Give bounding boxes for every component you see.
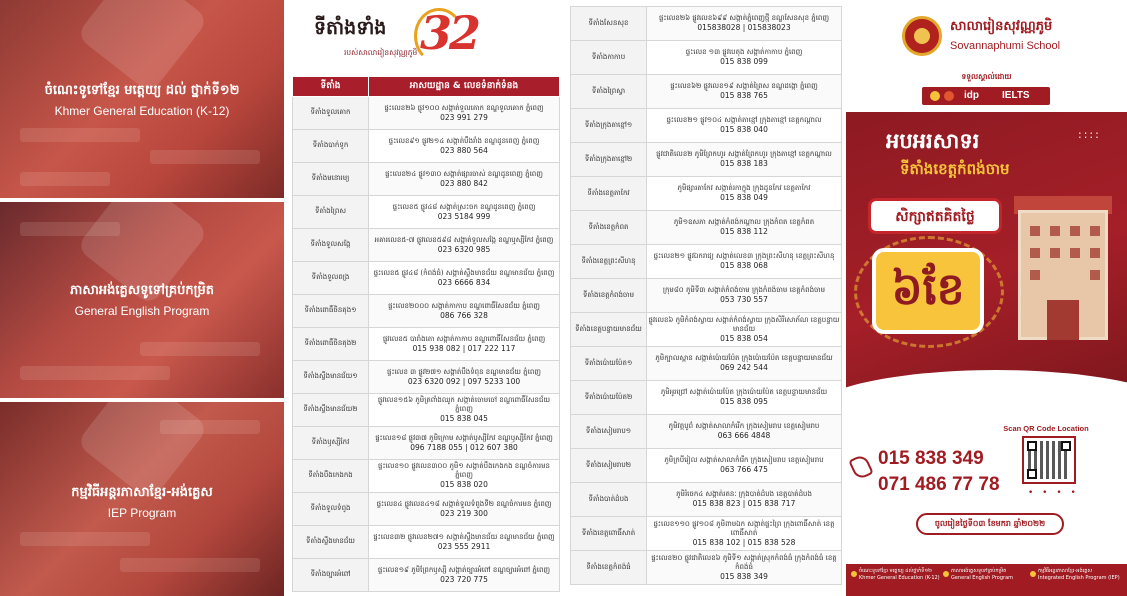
campus-address [369,130,560,163]
campus-address [369,262,560,295]
campus-address [369,427,560,460]
school-name-kh: សាលារៀនសុវណ្ណភូមិ [950,19,1053,34]
phone-text[interactable]: 063 766 475 [720,465,768,475]
campus-name: ទីតាំងខេត្តកំពង់ធំ [571,551,647,585]
location-row [571,517,842,551]
address-text: ភូមិ១ឧសភា សង្កាត់កំពង់កណ្ដាល ក្រុងកំពត ខេត្តកំពត [673,218,815,227]
location-row [293,526,560,559]
campus-name: ទីតាំងទួលសង្កែ [293,229,369,262]
phone-text[interactable]: 015838028 | 015838023 [697,23,791,33]
locations-header [284,0,566,74]
program-footer-bar [846,564,1127,596]
phone-text[interactable]: 015 938 082 | 017 222 117 [412,343,516,353]
campus-name: ទីតាំងខេត្តព្រះសីហនុ [571,245,647,279]
campus-address [369,328,560,361]
phone-text[interactable]: 023 880 842 [440,178,488,188]
campus-name: ទីតាំងខេត្តកំពត [571,211,647,245]
address-text: ផ្ទះលេខ៥ ផ្លូវ៤៨ (កំពង់ធំ) សង្កាត់ស្ទឹងមានជ័យ ខណ្ឌមានជ័យ ភ្នំពេញ [373,268,555,277]
campus-address [369,229,560,262]
locations-count: 32 [420,6,479,60]
school-logo-icon [902,16,942,56]
campus-address [647,551,842,585]
phone-text[interactable]: 096 7188 055 | 012 607 380 [410,442,518,452]
campus-name: ទីតាំងទួលទំពូង [293,493,369,526]
location-row [571,449,842,483]
phone-text[interactable]: 015 838 823 | 015 838 717 [692,499,796,509]
address-text: ផ្ទះលេខ២៤ ផ្លូវ១៣០ សង្កាត់ផ្សារចាស់ ខណ្ឌដូនពេញ ភ្នំពេញ [385,169,543,178]
phone-text[interactable]: 063 666 4848 [717,431,771,441]
emblem-icon [930,91,940,101]
partner-badges [922,87,1050,105]
program-block-iep [0,402,284,596]
qr-code[interactable] [1022,436,1076,484]
location-row [571,177,842,211]
address-text: ផ្ទះលេខ១០ ផ្លូវលេខ៣០០ ភូមិ១ សង្កាត់បឹងកេងកង ខណ្ឌចំការមន ភ្នំពេញ [378,462,550,480]
campus-name: ទីតាំងទួលគោក [293,97,369,130]
phone-text[interactable]: 015 838 020 [440,480,488,490]
campus-name: ទីតាំងព្រៃស [293,196,369,229]
footer-program-k12: ចំណេះទូទៅខ្មែរ មត្តេយ្យ ដល់ថ្នាក់ទី១២ Khmer General Education (K-12) [859,568,940,581]
campus-name: ទីតាំងខេត្តពោធិ៍សាត់ [571,517,647,551]
location-row [571,7,842,41]
campus-address [369,196,560,229]
footer-program-english: ភាសាអង់គ្លេសទូទៅគ្រប់កម្រិត General English Program [951,568,1014,581]
phone-text[interactable]: 015 838 049 [720,193,768,203]
location-row [571,245,842,279]
campus-name: ទីតាំងព្រៃស្វា [571,75,647,109]
campus-address [369,526,560,559]
idp-badge: idp [964,90,979,101]
phone-text[interactable]: 015 838 349 [720,571,768,581]
phone-text[interactable]: 023 6320 985 [437,244,491,254]
campus-name: ទីតាំងសៀមរាប២ [571,449,647,483]
campus-address [369,559,560,592]
address-text: ផ្ទះលេខ២៦ ផ្លូវ១០០ សង្កាត់ទួលគោក ខណ្ឌទួលគោក ភ្នំពេញ [384,103,544,112]
scan-qr-label: Scan QR Code Location [1003,424,1089,433]
cover-panel [846,0,1127,596]
address-text: ផ្ទះលេខ២១ ផ្លូវឯករាជ្យ សង្កាត់លេខ៣ ក្រុងព្រះសីហនុ ខេត្តព្រះសីហនុ [653,252,835,261]
campus-name: ទីតាំងស្ទឹងមានជ័យ២ [293,394,369,427]
address-text: ផ្ទះលេខ ១៣ ផ្លូវបេតុង សង្កាត់កាកាប ភ្នំពេញ [685,48,803,57]
phone-text[interactable]: 023 6666 834 [437,277,491,287]
emblem-icon [944,91,954,101]
campus-column-header: ទីតាំង [293,77,369,97]
phone-text[interactable]: 015 838 765 [720,91,768,101]
phone-text[interactable]: 023 6320 092 | 097 5233 100 [407,376,521,386]
address-text: អគារលេខ៥-៧ ផ្លូវលេខ៥៩៨ សង្កាត់ទួលសង្កែ ខណ្ឌឬស្សីកែវ ភ្នំពេញ [374,235,554,244]
address-text: ផ្ទះលេខ៩១ ផ្លូវ២១៤ សង្កាត់បឹងរាំង ខណ្ឌដូនពេញ ភ្នំពេញ [388,136,540,145]
location-row [571,279,842,313]
address-text: ផ្ទះលេខ២០០០ សង្កាត់កាកាប ខណ្ឌពោធិ៍សែនជ័យ ភ្នំពេញ [388,301,540,310]
location-row [293,559,560,592]
building-door [1047,300,1079,340]
address-column-header: អាសយដ្ឋាន & លេខទំនាក់ទំនង [369,77,560,97]
address-text: ផ្ទះលេខ៤ ផ្លូវលេខ៤១៨ សង្កាត់ទួលទំពូងទី២ ខណ្ឌចំការមន ភ្នំពេញ [376,499,552,508]
location-row [571,415,842,449]
campus-address [647,245,842,279]
location-row [293,196,560,229]
program-title-en: Khmer General Education (K-12) [54,104,230,118]
phone-text[interactable]: 015 838 095 [720,397,768,407]
campus-name: ទីតាំងកាកាប [571,41,647,75]
campus-name: ទីតាំងបាត់ដំបង [571,483,647,517]
phone-text[interactable]: 015 838 054 [720,333,768,343]
campus-name: ទីតាំងច្បារអំពៅ [293,559,369,592]
ielts-badge: IELTS [1002,90,1030,101]
campus-name: ទីតាំងប៉ោយប៉ែត២ [571,381,647,415]
campus-address [647,313,842,347]
address-text: ភូមិក្របីរៀល សង្កាត់សាលាកំរើក ក្រុងសៀមរាប ខេត្តសៀមរាប [664,456,824,465]
campus-name: ទីតាំងខេត្តបន្ទាយមានជ័យ [571,313,647,347]
phone-number-1[interactable]: 015 838 349 [878,448,984,469]
qr-dots-decoration: • • • • [1028,488,1079,498]
address-text: ផ្ទះលេខ៥ ផ្លូវ៤៨ សង្កាត់ស្រះចក ខណ្ឌដូនពេញ ភ្នំពេញ [392,202,536,211]
address-text: ផ្ទះលេខ២៦ ផ្លូវលេខ៦៩៩ សង្កាត់ភ្នំពេញថ្មី ខណ្ឌសែនសុខ ភ្នំពេញ [658,14,830,23]
phone-text[interactable]: 053 730 557 [720,295,768,305]
headline: អបអរសាទរ [886,129,980,153]
campus-name: ទីតាំងខេត្តកំពង់ចាម [571,279,647,313]
location-row [293,394,560,427]
campus-address [369,460,560,493]
school-name-en: Sovannaphumi School [950,40,1061,52]
program-title-en: IEP Program [107,506,177,520]
location-row [571,75,842,109]
campus-name: ទីតាំងខេត្តតាកែវ [571,177,647,211]
location-row [571,109,842,143]
campus-address [647,109,842,143]
campus-address [647,483,842,517]
phone-text[interactable]: 015 838 045 [440,414,488,424]
campus-address [369,163,560,196]
location-row [571,551,842,585]
locations-title: ទីតាំងទាំង [314,17,387,39]
location-row [571,313,842,347]
campus-address [647,177,842,211]
location-row [571,381,842,415]
address-text: ផ្លូវលេខ៥ បារាំងតោ សង្កាត់កាកាប ខណ្ឌពោធិ៍សែនជ័យ ភ្នំពេញ [382,334,546,343]
phone-text[interactable]: 023 880 564 [440,145,488,155]
program-block-k12 [0,0,284,198]
campus-address [647,75,842,109]
phone-number-2[interactable]: 071 486 77 78 [878,474,1000,495]
address-text: ផ្ទះលេខ១១០ ផ្លូវ១០៨ ភូមិពាមឯក សង្កាត់ផ្ទះព្រៃ ក្រុងពោធិ៍សាត់ ខេត្តពោធិ៍សាត់ [653,519,835,537]
locations-panel-1 [284,0,566,596]
campus-name: ទីតាំងពោធិ៍ចិនតុង២ [293,328,369,361]
campus-address [369,394,560,427]
promo-label: សិក្សាឥតគិតថ្លៃ [895,209,975,225]
campus-name: ទីតាំងក្រុងតាខ្មៅ២ [571,143,647,177]
campus-name: ទីតាំងស្ទឹងមានជ័យ១ [293,361,369,394]
locations-subtitle: របស់សាលារៀនសុវណ្ណភូមិ [344,48,418,57]
phone-text[interactable]: 015 838 099 [720,57,768,67]
locations-panel-2 [566,0,846,596]
location-row [293,493,560,526]
campus-address [647,415,842,449]
phone-text[interactable]: 023 219 300 [440,508,488,518]
location-row [293,328,560,361]
campus-name: ទីតាំងទួលពង្រ [293,262,369,295]
phone-icon [848,453,874,481]
phone-text[interactable]: 015 838 112 [720,227,768,237]
address-text: ផ្លូវលេខ៦ ភូមិកំពង់ស្វាយ សង្កាត់កំពង់ស្វាយ ក្រុងសិរីសោភ័ណ ខេត្តបន្ទាយមានជ័យ [648,315,840,333]
address-text: ភូមិក្បាលស្ពាន សង្កាត់ប៉ោយប៉ែត ក្រុងប៉ោយប៉ែត ខេត្តបន្ទាយមានជ័យ [655,354,833,363]
phone-text[interactable]: 069 242 544 [720,363,768,373]
program-title-en: General English Program [74,304,210,318]
partner-label: ទទួលស្គាល់ដោយ [961,72,1012,81]
campus-name: ទីតាំងឫស្សីកែវ [293,427,369,460]
campus-address [369,97,560,130]
phone-text[interactable]: 015 838 040 [720,125,768,135]
campus-address [647,347,842,381]
location-row [293,97,560,130]
address-text: ភូមិអូរជ្រៅ សង្កាត់ប៉ោយប៉ែត ក្រុងប៉ោយប៉ែត ខេត្តបន្ទាយមានជ័យ [660,388,828,397]
campus-address [647,381,842,415]
enrollment-date: ចូលរៀនថ្ងៃទី០៣ ខែមករា ឆ្នាំ២០២២ [916,513,1064,535]
promo-label-box [868,198,1002,234]
address-text: ផ្លូវជាតិលេខ២ ភូមិព្រែកហូរ សង្កាត់ព្រែកហូរ ក្រុងតាខ្មៅ ខេត្តកណ្ដាល [656,150,832,159]
campus-address [647,449,842,483]
campus-name: ទីតាំងសៀមរាប១ [571,415,647,449]
campus-name: ទីតាំងមនោរម្យ [293,163,369,196]
address-text: ផ្ទះលេខ២០ ផ្លូវជាតិលេខ៦ ភូមិទី១ សង្កាត់ស្រុកកំពង់ធំ ក្រុងកំពង់ធំ ខេត្តកំពង់ធំ [651,553,837,571]
location-row [293,427,560,460]
campus-name: ទីតាំងប៉ោយប៉ែត១ [571,347,647,381]
phone-text[interactable]: 086 766 328 [440,310,488,320]
phone-text[interactable]: 023 720 775 [440,574,488,584]
campus-address [647,143,842,177]
location-row [293,460,560,493]
address-text: ផ្ទះលេខ១៨ ផ្លូវ៣៧ ភូមិក្រោម សង្កាត់ឫស្សីកែវ ខណ្ឌឫស្សីកែវ ភ្នំពេញ [375,433,553,442]
campus-name: ទីតាំងបាក់ទូក [293,130,369,163]
campus-address [647,41,842,75]
location-row [293,163,560,196]
address-text: ភូមិវត្តបូព៌ សង្កាត់សាលាកំរើក ក្រុងសៀមរាប ខេត្តសៀមរាប [668,422,820,431]
campus-name: ទីតាំងស្ទឹងមានជ័យ [293,526,369,559]
program-title-kh: កម្មវិធីអន្តរភាសាខ្មែរ-អង់គ្លេស [71,485,213,500]
location-row [293,229,560,262]
promo-badge [872,248,984,334]
address-text: ផ្ទះលេខ១៩ ភូមិព្រែកឫស្សី សង្កាត់ច្បារអំពៅ ខណ្ឌច្បារអំពៅ ភ្នំពេញ [377,565,551,574]
locations-table [292,76,560,592]
location-row [571,143,842,177]
address-text: ផ្ទះលេខ ៣ ផ្លូវ២៧១ សង្កាត់បឹងទំពុន ខណ្ឌមានជ័យ ភ្នំពេញ [387,367,541,376]
address-text: ភូមិផ្សារតាកែវ សង្កាត់រកាក្នុង ក្រុងដូនកែវ ខេត្តតាកែវ [677,184,811,193]
campus-address [647,211,842,245]
address-text: ផ្លូវលេខ១៥៦ ភូមិត្រពាំងឈូក សង្កាត់ចោមចៅ ខណ្ឌពោធិ៍សែនជ័យ ភ្នំពេញ [377,396,551,414]
footer-program-iep: កម្មវិធីអន្តរភាសាខ្មែរ-អង់គ្លេស Integrated English Program (IEP) [1038,568,1120,581]
campus-name: ទីតាំងសែនសុខ [571,7,647,41]
promo-duration: ៦ខែ [891,264,965,315]
phone-text[interactable]: 015 838 068 [720,261,768,271]
campus-name: ទីតាំងពោធិ៍ចិនតុង១ [293,295,369,328]
location-row [571,211,842,245]
campus-name: ទីតាំងបឹងកេងកង [293,460,369,493]
campus-address [647,7,842,41]
subheadline: ទីតាំងខេត្តកំពង់ចាម [900,160,1010,178]
address-text: ផ្ទះលេខ២១ ផ្លូវ១០៤ សង្កាត់តាខ្មៅ ក្រុងតាខ្មៅ ខេត្តកណ្ដាល [666,116,822,125]
campus-name: ទីតាំងក្រុងតាខ្មៅ១ [571,109,647,143]
address-text: ផ្ទះលេខ៣២ ផ្លូវលេខ២៧១ សង្កាត់ស្ទឹងមានជ័យ ខណ្ឌមានជ័យ ភ្នំពេញ [373,532,555,541]
location-row [571,41,842,75]
campus-address [647,517,842,551]
location-row [293,262,560,295]
campus-address [369,493,560,526]
program-title-kh: ភាសាអង់គ្លេសទូទៅគ្រប់កម្រិត [70,283,214,298]
campus-address [647,279,842,313]
program-photo-panel [0,0,284,596]
phone-text[interactable]: 023 555 2911 [437,541,491,551]
locations-table [570,6,842,585]
campus-address [369,295,560,328]
program-block-english [0,202,284,398]
address-text: ផ្ទះលេខ៦២ ផ្លូវលេខ១៩ សង្កាត់ព្រៃស ខណ្ឌដង្កោ ភ្នំពេញ [670,82,818,91]
dots-decoration: :::: [1078,128,1101,141]
address-text: ក្រុម៨០ ភូមិទី៣ សង្កាត់កំពង់ចាម ក្រុងកំពង់ចាម ខេត្តកំពង់ចាម [662,286,826,295]
program-title-kh: ចំណេះទូទៅខ្មែរ មត្តេយ្យ ដល់ ថ្នាក់ទី១២ [44,83,240,98]
location-row [293,130,560,163]
phone-text[interactable]: 015 838 102 | 015 838 528 [692,537,796,547]
location-row [571,347,842,381]
location-row [571,483,842,517]
location-row [293,361,560,394]
wave-decoration [846,370,1127,460]
phone-text[interactable]: 023 5184 999 [437,211,491,221]
location-row [293,295,560,328]
phone-text[interactable]: 023 991 279 [440,112,488,122]
address-text: ភូមិរំចេក៤ សង្កាត់រតនៈ ក្រុងបាត់ដំបង ខេត្តបាត់ដំបង [676,490,812,499]
campus-address [369,361,560,394]
phone-text[interactable]: 015 838 183 [720,159,768,169]
